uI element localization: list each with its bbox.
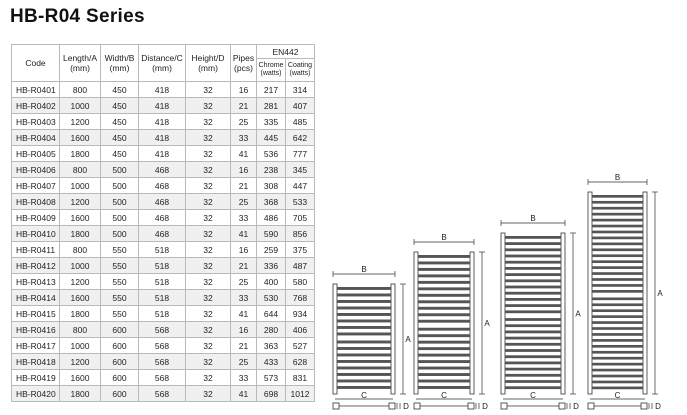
radiator-bar <box>418 328 470 331</box>
radiator-bar <box>337 360 391 363</box>
table-cell: HB-R0409 <box>12 210 60 226</box>
table-cell: HB-R0414 <box>12 290 60 306</box>
table-cell: 1200 <box>60 354 101 370</box>
radiator-bar <box>418 255 470 258</box>
table-cell: 238 <box>257 162 286 178</box>
table-cell: 518 <box>139 258 186 274</box>
radiator-bar <box>418 287 470 290</box>
table-cell: 281 <box>257 98 286 114</box>
table-cell: 21 <box>231 178 257 194</box>
header-en442: EN442 <box>257 45 315 59</box>
radiator-bar <box>505 292 561 295</box>
radiator-bar <box>418 261 470 264</box>
table-cell: HB-R0406 <box>12 162 60 178</box>
radiator-bar <box>592 333 643 336</box>
table-cell: 518 <box>139 290 186 306</box>
table-cell: 21 <box>231 258 257 274</box>
table-cell: 1200 <box>60 274 101 290</box>
table-cell: 536 <box>257 146 286 162</box>
radiator-bar <box>505 318 561 321</box>
table-cell: 550 <box>101 242 139 258</box>
table-cell: 32 <box>186 274 231 290</box>
radiator-rail-right <box>391 284 395 394</box>
radiator-bar <box>592 254 643 257</box>
table-cell: 280 <box>257 322 286 338</box>
radiator-bar <box>505 331 561 334</box>
table-cell: 41 <box>231 386 257 402</box>
table-cell: HB-R0415 <box>12 306 60 322</box>
radiator-bar <box>592 315 643 318</box>
table-cell: 568 <box>139 386 186 402</box>
table-cell: 573 <box>257 370 286 386</box>
table-cell: 32 <box>186 290 231 306</box>
table-cell: 25 <box>231 194 257 210</box>
table-cell: 217 <box>257 82 286 98</box>
table-cell: HB-R0408 <box>12 194 60 210</box>
radiator-bar <box>592 231 643 234</box>
table-cell: 32 <box>186 370 231 386</box>
table-cell: 41 <box>231 226 257 242</box>
table-cell: 259 <box>257 242 286 258</box>
radiator-bar <box>337 333 391 336</box>
radiator-bar <box>592 213 643 216</box>
table-cell: 33 <box>231 130 257 146</box>
radiator-bar <box>505 368 561 371</box>
radiator-rail-left <box>414 252 418 394</box>
radiator-bar <box>418 268 470 271</box>
table-cell: 500 <box>101 178 139 194</box>
table-cell: 568 <box>139 338 186 354</box>
table-cell: HB-R0403 <box>12 114 60 130</box>
radiator-bar <box>592 201 643 204</box>
table-cell: 1800 <box>60 386 101 402</box>
table-cell: 1600 <box>60 290 101 306</box>
table-cell: 433 <box>257 354 286 370</box>
table-cell: 518 <box>139 306 186 322</box>
table-cell: 518 <box>139 242 186 258</box>
radiator-bar <box>337 373 391 376</box>
dim-b-label: B <box>361 265 367 274</box>
table-cell: 335 <box>257 114 286 130</box>
radiator-bar <box>592 290 643 293</box>
pipe-stub-left <box>333 403 339 409</box>
table-cell: HB-R0407 <box>12 178 60 194</box>
table-cell: 642 <box>286 130 315 146</box>
radiator-bar <box>337 380 391 383</box>
radiator-rail-left <box>333 284 337 394</box>
dim-b-label: B <box>441 233 447 242</box>
table-cell: 375 <box>286 242 315 258</box>
radiator-rail-left <box>501 233 505 394</box>
table-cell: 856 <box>286 226 315 242</box>
table-cell: 418 <box>139 114 186 130</box>
radiator-bar <box>505 349 561 352</box>
table-cell: 21 <box>231 338 257 354</box>
radiator-bar <box>418 347 470 350</box>
radiator-bar <box>505 324 561 327</box>
table-cell: 32 <box>186 258 231 274</box>
table-cell: 418 <box>139 146 186 162</box>
dim-d-label: D <box>482 402 488 411</box>
table-cell: 314 <box>286 82 315 98</box>
radiator-bar <box>592 369 643 372</box>
radiator-bar <box>592 381 643 384</box>
table-cell: HB-R0419 <box>12 370 60 386</box>
table-cell: 533 <box>286 194 315 210</box>
header-pipes: Pipes (pcs) <box>231 45 257 82</box>
table-cell: 406 <box>286 322 315 338</box>
table-cell: 500 <box>101 162 139 178</box>
radiator-bar <box>592 284 643 287</box>
table-cell: 500 <box>101 226 139 242</box>
table-cell: HB-R0417 <box>12 338 60 354</box>
table-cell: 25 <box>231 354 257 370</box>
table-cell: 32 <box>186 82 231 98</box>
radiator-bar <box>592 297 643 300</box>
table-cell: 1600 <box>60 130 101 146</box>
table-cell: HB-R0420 <box>12 386 60 402</box>
radiator-bar <box>592 363 643 366</box>
radiator-bar <box>592 272 643 275</box>
table-cell: 500 <box>101 210 139 226</box>
radiator-bar <box>337 386 391 389</box>
radiator-bar <box>337 313 391 316</box>
table-cell: 308 <box>257 178 286 194</box>
table-cell: 600 <box>101 354 139 370</box>
radiator-bar <box>337 354 391 357</box>
radiator-bar <box>592 321 643 324</box>
radiator-bar <box>418 334 470 337</box>
dim-a-label: A <box>405 335 411 344</box>
radiator-bar <box>592 207 643 210</box>
table-cell: 32 <box>186 242 231 258</box>
radiator-bar <box>592 327 643 330</box>
table-cell: 450 <box>101 146 139 162</box>
table-cell: HB-R0410 <box>12 226 60 242</box>
table-cell: 468 <box>139 178 186 194</box>
table-cell: 368 <box>257 194 286 210</box>
radiator-bar <box>505 279 561 282</box>
table-cell: 33 <box>231 210 257 226</box>
radiator-bar <box>592 387 643 390</box>
table-cell: 16 <box>231 242 257 258</box>
table-cell: HB-R0418 <box>12 354 60 370</box>
table-cell: 32 <box>186 354 231 370</box>
table-cell: 32 <box>186 114 231 130</box>
table-cell: 800 <box>60 82 101 98</box>
table-cell: 336 <box>257 258 286 274</box>
table-cell: 16 <box>231 82 257 98</box>
radiator-bar <box>337 341 391 344</box>
table-cell: 1000 <box>60 178 101 194</box>
table-cell: 16 <box>231 322 257 338</box>
radiator-bar <box>418 294 470 297</box>
table-cell: 1200 <box>60 194 101 210</box>
table-cell: 487 <box>286 258 315 274</box>
radiator-bar <box>592 345 643 348</box>
radiator-bar <box>592 351 643 354</box>
table-cell: 934 <box>286 306 315 322</box>
table-cell: 400 <box>257 274 286 290</box>
table-cell: 600 <box>101 338 139 354</box>
radiator-rail-right <box>470 252 474 394</box>
radiator-rail-right <box>643 192 647 394</box>
radiator-bar <box>505 380 561 383</box>
radiator-bar <box>505 286 561 289</box>
radiator-bar <box>505 304 561 307</box>
table-cell: 468 <box>139 210 186 226</box>
table-cell: 450 <box>101 82 139 98</box>
table-cell: 580 <box>286 274 315 290</box>
table-cell: 32 <box>186 194 231 210</box>
radiator-bar <box>337 300 391 303</box>
radiator-bar <box>592 278 643 281</box>
radiator-bar <box>505 248 561 251</box>
pipe-stub-right <box>468 403 474 409</box>
radiator-bar <box>505 242 561 245</box>
table-cell: HB-R0411 <box>12 242 60 258</box>
radiator-bar <box>418 367 470 370</box>
radiator-bar <box>505 236 561 239</box>
table-cell: 447 <box>286 178 315 194</box>
table-cell: 418 <box>139 98 186 114</box>
radiator-bar <box>418 386 470 389</box>
table-cell: 550 <box>101 306 139 322</box>
table-cell: 1200 <box>60 114 101 130</box>
table-cell: 590 <box>257 226 286 242</box>
table-cell: 1600 <box>60 370 101 386</box>
radiator-bar <box>337 287 391 290</box>
table-cell: 600 <box>101 386 139 402</box>
header-coating: Coating (watts) <box>286 59 315 82</box>
pipe-stub-right <box>641 403 647 409</box>
table-cell: 705 <box>286 210 315 226</box>
table-cell: 568 <box>139 322 186 338</box>
pipe-stub-right <box>389 403 395 409</box>
radiator-bar <box>505 273 561 276</box>
dim-c-label: C <box>614 391 621 400</box>
table-cell: 831 <box>286 370 315 386</box>
radiator-bar <box>337 347 391 350</box>
radiator-bar <box>505 386 561 389</box>
radiator-rail-right <box>561 233 565 394</box>
radiator-bar <box>592 357 643 360</box>
radiator-bar <box>505 310 561 313</box>
table-cell: 1800 <box>60 306 101 322</box>
table-cell: 550 <box>101 290 139 306</box>
radiator-bar <box>337 320 391 323</box>
radiator-bar <box>418 281 470 284</box>
table-cell: HB-R0412 <box>12 258 60 274</box>
radiator-bar <box>592 339 643 342</box>
dim-c-label: C <box>361 391 367 400</box>
radiator-bar <box>592 243 643 246</box>
table-cell: 25 <box>231 274 257 290</box>
radiator-bar <box>592 375 643 378</box>
radiator-rail-left <box>588 192 592 394</box>
dim-c-label: C <box>441 391 447 400</box>
table-cell: 800 <box>60 242 101 258</box>
table-cell: 32 <box>186 338 231 354</box>
table-cell: 32 <box>186 210 231 226</box>
radiator-bar <box>418 307 470 310</box>
table-cell: 1800 <box>60 226 101 242</box>
table-cell: 600 <box>101 370 139 386</box>
table-cell: HB-R0416 <box>12 322 60 338</box>
dim-c-label: C <box>530 391 536 400</box>
table-cell: 32 <box>186 306 231 322</box>
radiator-bar <box>592 195 643 198</box>
radiator-bar <box>505 374 561 377</box>
table-cell: 25 <box>231 114 257 130</box>
table-cell: 33 <box>231 290 257 306</box>
radiator-bar <box>337 307 391 310</box>
table-cell: 418 <box>139 82 186 98</box>
radiator-bar <box>418 354 470 357</box>
table-cell: HB-R0405 <box>12 146 60 162</box>
radiator-bar <box>592 309 643 312</box>
table-cell: 568 <box>139 370 186 386</box>
radiator-bar <box>592 219 643 222</box>
table-cell: 500 <box>101 194 139 210</box>
table-cell: 1600 <box>60 210 101 226</box>
radiator-bar <box>418 274 470 277</box>
dim-b-label: B <box>614 173 621 182</box>
table-cell: 600 <box>101 322 139 338</box>
header-width: Width/B (mm) <box>101 45 139 82</box>
radiator-bar <box>592 237 643 240</box>
table-cell: 41 <box>231 146 257 162</box>
table-cell: 768 <box>286 290 315 306</box>
table-cell: 445 <box>257 130 286 146</box>
radiator-bar <box>418 373 470 376</box>
radiator-bar <box>505 343 561 346</box>
header-height: Height/D (mm) <box>186 45 231 82</box>
radiator-bar <box>337 294 391 297</box>
table-cell: 32 <box>186 322 231 338</box>
table-cell: 698 <box>257 386 286 402</box>
pipe-stub-left <box>588 403 594 409</box>
table-cell: 418 <box>139 130 186 146</box>
table-cell: 32 <box>186 146 231 162</box>
table-cell: 530 <box>257 290 286 306</box>
radiator-bar <box>505 355 561 358</box>
radiator-bar <box>505 255 561 258</box>
table-cell: 32 <box>186 130 231 146</box>
radiator-bar <box>418 300 470 303</box>
radiator-bar <box>592 225 643 228</box>
dim-a-label: A <box>575 309 581 319</box>
radiator-bar <box>592 266 643 269</box>
table-cell: 518 <box>139 274 186 290</box>
radiator-bar <box>505 298 561 301</box>
table-cell: 450 <box>101 130 139 146</box>
radiator-bar <box>337 326 391 329</box>
table-cell: 21 <box>231 98 257 114</box>
radiator-bar <box>418 320 470 323</box>
table-cell: HB-R0402 <box>12 98 60 114</box>
radiator-bar <box>418 360 470 363</box>
table-cell: HB-R0401 <box>12 82 60 98</box>
table-cell: 644 <box>257 306 286 322</box>
radiator-bar <box>592 260 643 263</box>
table-cell: 32 <box>186 178 231 194</box>
radiator-bar <box>505 337 561 340</box>
table-cell: 628 <box>286 354 315 370</box>
header-length: Length/A (mm) <box>60 45 101 82</box>
header-chrome: Chrome (watts) <box>257 59 286 82</box>
table-cell: 407 <box>286 98 315 114</box>
table-cell: 1012 <box>286 386 315 402</box>
table-cell: HB-R0413 <box>12 274 60 290</box>
table-cell: 1000 <box>60 338 101 354</box>
table-cell: 1800 <box>60 146 101 162</box>
table-cell: 363 <box>257 338 286 354</box>
table-cell: 800 <box>60 162 101 178</box>
radiator-bar <box>505 267 561 270</box>
radiator-bar <box>337 367 391 370</box>
radiator-bar <box>505 362 561 365</box>
table-cell: 486 <box>257 210 286 226</box>
pipe-stub-left <box>414 403 420 409</box>
table-cell: HB-R0404 <box>12 130 60 146</box>
radiator-bar <box>505 261 561 264</box>
table-cell: 468 <box>139 162 186 178</box>
table-cell: 527 <box>286 338 315 354</box>
dim-d-label: D <box>573 402 579 411</box>
table-cell: 32 <box>186 226 231 242</box>
dim-a-label: A <box>484 319 490 328</box>
page-title: HB-R04 Series <box>10 6 145 27</box>
table-cell: 800 <box>60 322 101 338</box>
table-cell: 32 <box>186 386 231 402</box>
table-cell: 468 <box>139 194 186 210</box>
table-cell: 550 <box>101 274 139 290</box>
radiator-bar <box>418 380 470 383</box>
table-cell: 345 <box>286 162 315 178</box>
radiator-bar <box>418 341 470 344</box>
table-cell: 450 <box>101 114 139 130</box>
table-cell: 16 <box>231 162 257 178</box>
pipe-stub-left <box>501 403 507 409</box>
radiator-bar <box>418 313 470 316</box>
table-cell: 450 <box>101 98 139 114</box>
dim-d-label: D <box>655 402 661 411</box>
radiator-bar <box>592 248 643 251</box>
table-cell: 41 <box>231 306 257 322</box>
header-code: Code <box>12 45 60 82</box>
pipe-stub-right <box>559 403 565 409</box>
table-cell: 485 <box>286 114 315 130</box>
radiator-bar <box>592 303 643 306</box>
table-cell: 32 <box>186 162 231 178</box>
table-cell: 777 <box>286 146 315 162</box>
table-cell: 568 <box>139 354 186 370</box>
dim-d-label: D <box>403 402 409 411</box>
table-cell: 550 <box>101 258 139 274</box>
dim-b-label: B <box>530 214 536 223</box>
table-cell: 1000 <box>60 98 101 114</box>
table-cell: 33 <box>231 370 257 386</box>
table-cell: 1000 <box>60 258 101 274</box>
table-cell: 32 <box>186 98 231 114</box>
table-cell: 468 <box>139 226 186 242</box>
header-distance: Distance/C (mm) <box>139 45 186 82</box>
dim-a-label: A <box>657 289 663 298</box>
